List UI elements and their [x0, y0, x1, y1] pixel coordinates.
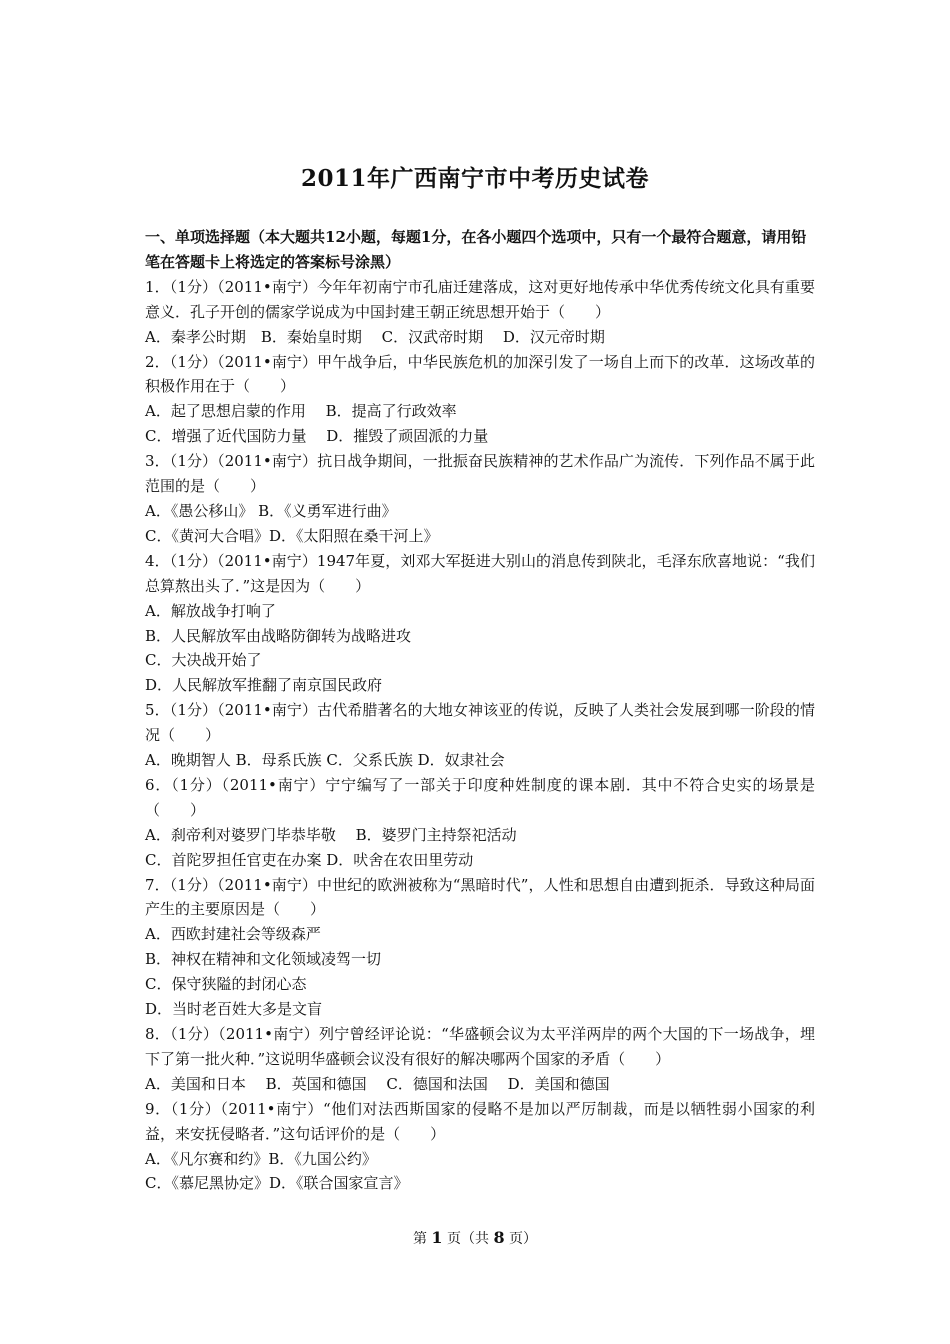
question-options: B．人民解放军由战略防御转为战略进攻	[145, 626, 412, 645]
question-stem: 6．（1分）（2011•南宁）宁宁编写了一部关于印度种姓制度的课本剧．其中不符合史实的场景是（ ）	[145, 775, 815, 819]
question-item	[145, 1097, 815, 1197]
question-options: A．美国和日本 B．英国和德国 C．德国和法国 D．美国和德国	[145, 1074, 610, 1093]
question-options: C．大决战开始了	[145, 651, 262, 670]
question-options: A．《愚公移山》 B．《义勇军进行曲》	[145, 501, 397, 520]
question-item	[145, 549, 815, 698]
footer-middle: 页（共	[447, 1231, 489, 1247]
question-options: A．刹帝利对婆罗门毕恭毕敬 B．婆罗门主持祭祀活动	[145, 825, 517, 844]
footer-prefix: 第	[412, 1231, 427, 1247]
section-heading: 一、单项选择题（本大题共12小题，每题1分，在各小题四个选项中，只有一个最符合题意，请用铅笔在答题卡上将选定的答案标号涂黑）	[145, 228, 807, 271]
question-item	[145, 873, 815, 1022]
question-stem: 8．（1分）（2011•南宁）列宁曾经评论说：“华盛顿会议为太平洋两岸的两个大国的下一场战争，埋下了第一批火种．”这说明华盛顿会议没有很好的解决哪两个国家的矛盾（ ）	[145, 1025, 815, 1068]
question-options: C．保守狭隘的封闭心态	[145, 975, 307, 994]
question-item	[145, 1022, 815, 1097]
question-options: C．增强了近代国防力量 D．摧毁了顽固派的力量	[145, 427, 489, 446]
question-options: A．西欧封建社会等级森严	[145, 925, 321, 944]
exam-content	[145, 225, 815, 1196]
footer-suffix: 页）	[509, 1231, 538, 1247]
question-item	[145, 350, 815, 450]
question-options: A．《凡尔赛和约》B．《九国公约》	[145, 1149, 377, 1168]
question-options: A．起了思想启蒙的作用 B．提高了行政效率	[145, 402, 457, 421]
question-options: D．人民解放军推翻了南京国民政府	[145, 676, 383, 695]
question-options: C．《慕尼黑协定》D．《联合国家宣言》	[145, 1174, 409, 1193]
question-options: B．神权在精神和文化领域凌驾一切	[145, 950, 382, 969]
question-stem: 2．（1分）（2011•南宁）甲午战争后，中华民族危机的加深引发了一场自上而下的改革．这场改革的积极作用在于（ ）	[145, 352, 815, 396]
question-stem: 5．（1分）（2011•南宁）古代希腊著名的大地女神该亚的传说，反映了人类社会发展到哪一阶段的情况（ ）	[145, 701, 815, 745]
question-options: D．当时老百姓大多是文盲	[145, 1000, 323, 1019]
question-list	[145, 275, 815, 1197]
page-title: 2011年广西南宁市中考历史试卷	[300, 165, 649, 192]
footer-page-number: 1	[431, 1228, 443, 1247]
question-item	[145, 275, 815, 350]
question-item	[145, 698, 815, 773]
question-stem: 7．（1分）（2011•南宁）中世纪的欧洲被称为“黑暗时代”，人性和思想自由遭到扼杀．导致这种局面产生的主要原因是（ ）	[145, 875, 815, 919]
question-stem: 1．（1分）（2011•南宁）今年年初南宁市孔庙迁建落成，这对更好地传承中华优秀传统文化具有重要意义．孔子开创的儒家学说成为中国封建王朝正统思想开始于（ ）	[145, 277, 815, 321]
question-options: C．《黄河大合唱》D．《太阳照在桑干河上》	[145, 526, 439, 545]
question-options: C．首陀罗担任官吏在办案 D．吠舍在农田里劳动	[145, 850, 474, 869]
question-options: A．秦孝公时期 B．秦始皇时期 C．汉武帝时期 D．汉元帝时期	[145, 327, 605, 346]
question-stem: 9．（1分）（2011•南宁）“他们对法西斯国家的侵略不是加以严厉制裁，而是以牺牲弱小国家的利益，来安抚侵略者．”这句话评价的是（ ）	[145, 1099, 815, 1143]
question-options: A．晚期智人 B．母系氏族 C．父系氏族 D．奴隶社会	[145, 751, 505, 770]
question-item	[145, 449, 815, 549]
question-stem: 3．（1分）（2011•南宁）抗日战争期间，一批振奋民族精神的艺术作品广为流传．下列作品不属于此范围的是（ ）	[145, 452, 815, 496]
question-options: A．解放战争打响了	[145, 601, 276, 620]
page-footer	[0, 1228, 950, 1248]
question-item	[145, 773, 815, 873]
footer-total-pages: 8	[493, 1228, 505, 1247]
question-stem: 4．（1分）（2011•南宁）1947年夏，刘邓大军挺进大别山的消息传到陕北，毛泽东欣喜地说：“我们总算熬出头了．”这是因为（ ）	[145, 551, 815, 595]
